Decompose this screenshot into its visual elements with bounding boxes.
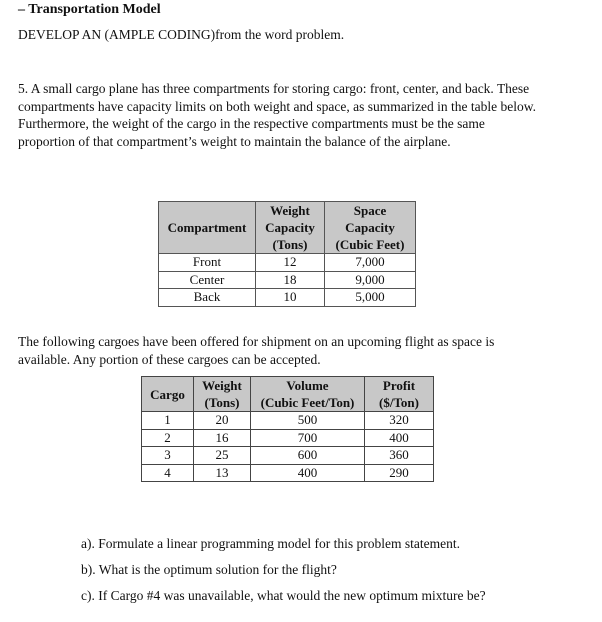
header-line: Profit [382,378,416,393]
cargo-id: 3 [142,447,194,465]
problem-line: 5. A small cargo plane has three compartments for storing cargo: front, center, and back. These [18,81,530,96]
header-line: (Cubic Feet/Ton) [260,395,355,410]
header-line: (Tons) [204,395,240,410]
table-row [159,271,416,289]
table-row [159,254,416,272]
table-row [142,464,434,482]
space-capacity: 7,000 [325,254,416,272]
cargo-profit: 290 [365,464,434,482]
compartment-capacity-table [158,201,416,307]
header-volume [251,377,365,412]
header-cargo-label: Cargo [150,386,185,402]
header-weight [194,377,251,412]
table-row [142,429,434,447]
header-line: (Cubic Feet) [335,237,405,252]
cargo-volume: 700 [251,429,365,447]
header-line: Weight [270,203,310,218]
cargo-weight: 16 [194,429,251,447]
compartment-name: Front [159,254,256,272]
cargo-offer-table [141,376,434,482]
instruction-line: DEVELOP AN (AMPLE CODING)from the word problem. [18,27,345,42]
problem-line: proportion of that compartment’s weight to maintain the balance of the airplane. [18,133,451,149]
header-line: Capacity [345,220,395,235]
header-profit [365,377,434,412]
header-compartment-label: Compartment [167,220,247,235]
header-line: ($/Ton) [379,395,419,410]
question-a: a). Formulate a linear programming model for this problem statement. [81,536,461,551]
table-row [159,289,416,307]
weight-capacity: 18 [256,271,325,289]
cargo-profit: 360 [365,447,434,465]
header-cargo [142,377,194,412]
header-line: Capacity [265,220,315,235]
cargo-volume: 400 [251,464,365,482]
question-list [81,534,486,612]
intro-line: available. Any portion of these cargoes can be accepted. [18,351,321,367]
cargo-profit: 400 [365,429,434,447]
cargo-weight: 20 [194,412,251,430]
problem-statement [18,80,578,150]
question-c: c). If Cargo #4 was unavailable, what would the new optimum mixture be? [81,588,486,603]
compartment-name: Center [159,271,256,289]
cargo-weight: 25 [194,447,251,465]
cargo-id: 1 [142,412,194,430]
question-b: b). What is the optimum solution for the flight? [81,562,337,577]
header-line: (Tons) [272,237,308,252]
cargo-volume: 600 [251,447,365,465]
cargo-intro [18,333,578,368]
intro-line: The following cargoes have been offered for shipment on an upcoming flight as space is [18,334,495,349]
header-line: Volume [286,378,329,393]
cargo-id: 2 [142,429,194,447]
compartment-name: Back [159,289,256,307]
header-line: Space [353,203,387,218]
document-title: – Transportation Model [18,2,161,17]
cargo-volume: 500 [251,412,365,430]
cargo-id: 4 [142,464,194,482]
table-row [142,447,434,465]
header-weight-capacity [256,202,325,254]
space-capacity: 5,000 [325,289,416,307]
cargo-profit: 320 [365,412,434,430]
header-space-capacity [325,202,416,254]
weight-capacity: 12 [256,254,325,272]
header-line: Weight [202,378,242,393]
cargo-weight: 13 [194,464,251,482]
table-row [142,412,434,430]
problem-line: compartments have capacity limits on both weight and space, as summarized in the table below. [18,98,536,114]
header-compartment [159,202,256,254]
problem-line: Furthermore, the weight of the cargo in the respective compartments must be the same [18,116,485,131]
space-capacity: 9,000 [325,271,416,289]
weight-capacity: 10 [256,289,325,307]
